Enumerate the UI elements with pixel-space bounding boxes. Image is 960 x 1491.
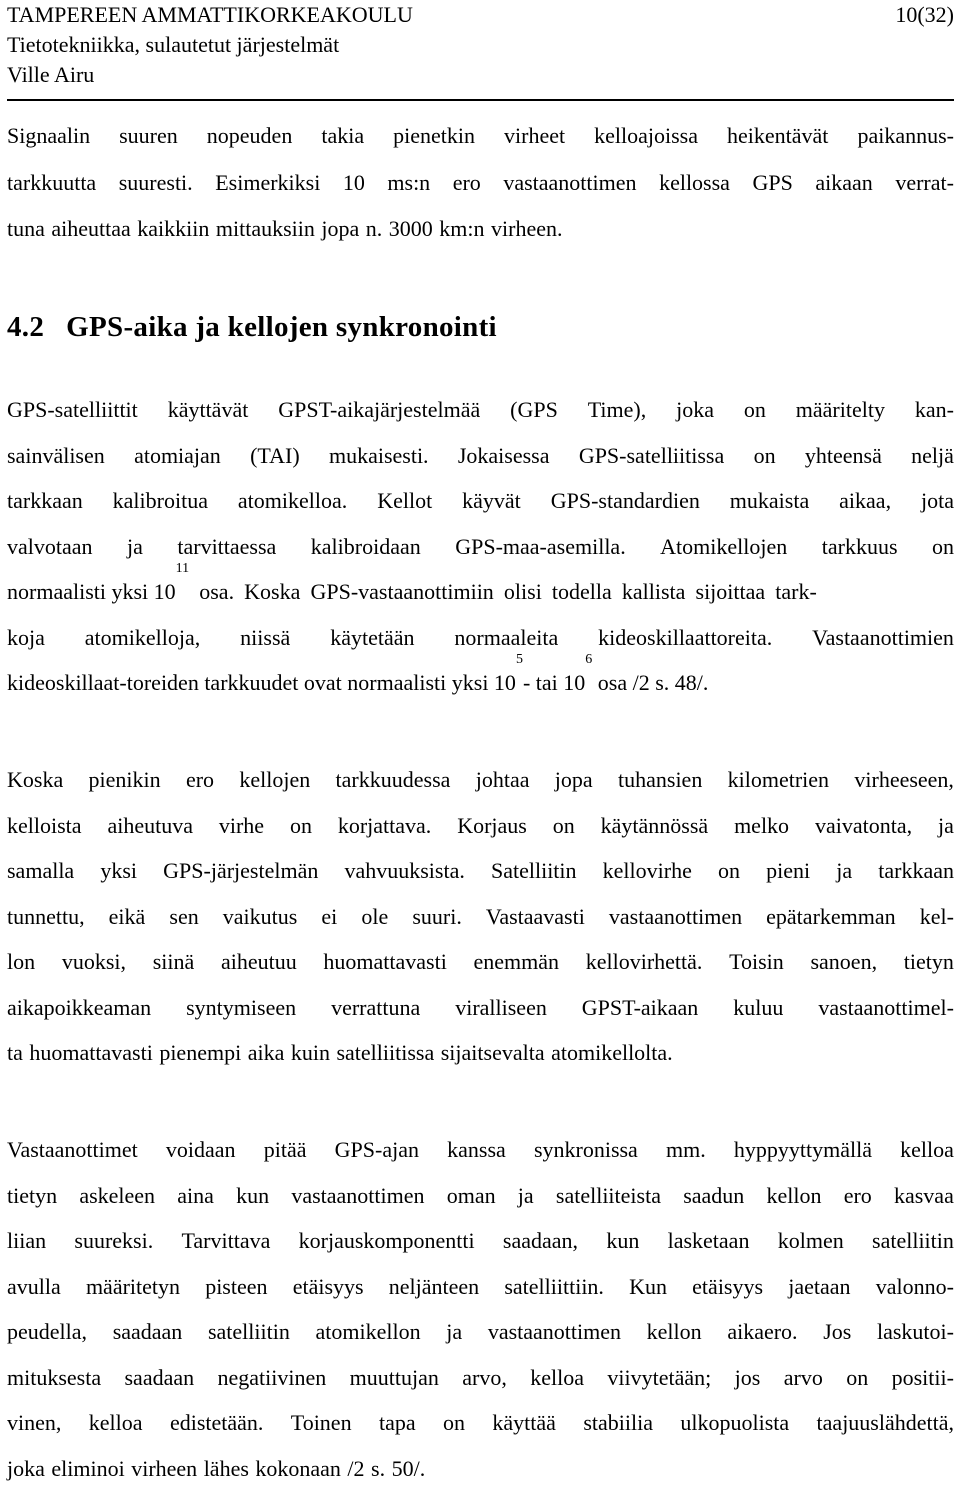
word: Koska [7,757,63,803]
word: kasvaa [894,1173,954,1219]
word: ms:n [387,160,430,207]
word: koja [7,615,45,661]
word: aiheutuu [221,939,297,985]
school-name: TAMPEREEN AMMATTIKORKEAKOULU [7,0,413,30]
word: vaikutus [223,894,298,940]
word: ja [518,1173,534,1219]
word: Jokaisessa [458,433,550,479]
word: kelloa [530,1355,584,1401]
word: 3000 [389,206,433,253]
word: joka [7,1446,45,1491]
word: avulla [7,1264,61,1310]
word: etäisyys [293,1264,364,1310]
word: Kellot [377,478,432,524]
word: vastaanottimen [503,160,636,207]
word: määritetyn [86,1264,180,1310]
word: Tarvittava [182,1218,271,1264]
word: Vastaavasti [486,894,585,940]
word: määritelty [796,387,885,433]
word: eikä [109,894,146,940]
word: arvo, [462,1355,507,1401]
word: kalibroidaan [311,524,421,570]
paragraph-3 [7,757,954,1076]
text-segment: kideoskillaat-toreiden tarkkuudet ovat normaalisti yksi 10 [7,660,516,706]
word: suureksi. [74,1218,153,1264]
word: tarkkaan [7,478,83,524]
word: Jos [823,1309,851,1355]
text-line [7,1309,954,1355]
word: ero [844,1173,872,1219]
word: satelliitin [208,1309,290,1355]
word: nopeuden [207,113,293,160]
word: liian [7,1218,46,1264]
word: käyttää [492,1400,556,1446]
word: vinen, [7,1400,61,1446]
word: kelloa [89,1400,143,1446]
word: n. [366,206,383,253]
author: Ville Airu [7,60,954,90]
word: synkronissa [534,1127,638,1173]
word: syntymiseen [186,985,296,1031]
word: tarvittaessa [177,524,276,570]
word: korjattava. [338,803,431,849]
word: satelliitin [872,1218,954,1264]
word: viivytetään; [607,1355,711,1401]
word: niissä [240,615,290,661]
word: kun [606,1218,639,1264]
word: jopa [555,757,593,803]
word: käytetään [330,615,414,661]
word: askeleen [79,1173,155,1219]
word: aiheuttaa [51,206,130,253]
word: mukaista [730,478,809,524]
word: takia [321,113,364,160]
text-line [7,1355,954,1401]
word: vastaanottimel- [818,985,954,1031]
word: kellon [647,1309,702,1355]
word: kan- [915,387,954,433]
word: jota [921,478,954,524]
word: Kun [629,1264,667,1310]
word: pienempi [159,1030,241,1076]
word: Signaalin [7,113,90,160]
word: vaivatonta, [815,803,912,849]
section-heading [7,311,497,344]
page-header [7,0,954,90]
word: tietyn [7,1173,57,1219]
word: saadun [683,1173,744,1219]
text-line [7,569,954,615]
word: Atomikellojen [660,524,787,570]
word: GPS-satelliittit [7,387,138,433]
word: (GPS [510,387,558,433]
word: satelliittiin. [504,1264,604,1310]
word: ole [361,894,388,940]
word: saadaan, [503,1218,578,1264]
word: atomiajan [134,433,221,479]
word: eliminoi [51,1446,124,1491]
word: Vastaanottimien [812,615,954,661]
word: kaikkiin [137,206,209,253]
word: edistetään. [170,1400,263,1446]
header-rule [7,99,954,101]
word: yksi [100,848,137,894]
word: kilometrien [728,757,829,803]
word: valonno- [876,1264,954,1310]
text-line [7,1173,954,1219]
word: hyppyyttymällä [734,1127,872,1173]
word: km:n [439,206,484,253]
word: yhteensä [805,433,882,479]
word: GPS-ajan [335,1127,419,1173]
word: tietyn [904,939,954,985]
text-line [7,1446,954,1491]
text-line [7,615,954,661]
word: joka [676,387,714,433]
word: siinä [153,939,195,985]
word: Time), [588,387,646,433]
word: GPS-maa-asemilla. [455,524,625,570]
word: aikaan [815,160,872,207]
section-title: GPS-aika ja kellojen synkronointi [66,311,497,343]
word: vastaanottimen [488,1309,621,1355]
word: on [443,1400,465,1446]
word: Vastaanottimet [7,1127,138,1173]
word: ulkopuolista [680,1400,789,1446]
word: arvo [784,1355,823,1401]
word: laskutoi- [877,1309,954,1355]
word: lähes [204,1446,249,1491]
word: enemmän [474,939,560,985]
word: GPS [752,160,792,207]
page-number: 10(32) [895,0,954,30]
word: aikaero. [727,1309,797,1355]
text-line [7,206,954,253]
text-line [7,1264,954,1310]
text-line [7,757,954,803]
word: etäisyys [692,1264,763,1310]
word: käyvät [462,478,521,524]
word: pienikin [89,757,161,803]
word: kel- [920,894,954,940]
word: ta [7,1030,23,1076]
word: kellojen [239,757,310,803]
text-line [7,1127,954,1173]
word: johtaa [476,757,530,803]
word: atomikellolta. [551,1030,673,1076]
word: tunnettu, [7,894,85,940]
word: Korjaus [457,803,527,849]
paragraph-4 [7,1127,954,1491]
word: huomattavasti [323,939,446,985]
word: muuttujan [350,1355,439,1401]
word: tuhansien [618,757,702,803]
word: mukaisesti. [329,433,429,479]
superscript: 5 [516,660,523,706]
text-segment: normaalisti yksi 10 [7,569,176,615]
word: kolmen [778,1218,844,1264]
word: 10 [343,160,365,207]
word: aina [177,1173,214,1219]
word: sen [169,894,198,940]
word: vastaanottimen [609,894,742,940]
word: kellovirhettä. [586,939,703,985]
word: oman [447,1173,496,1219]
text-line [7,1218,954,1264]
word: tarkkaan [878,848,954,894]
word: saadaan [113,1309,183,1355]
word: stabiilia [583,1400,653,1446]
word: suuri. [412,894,462,940]
word: käyttävät [168,387,249,433]
word: on [932,524,954,570]
word: Satelliitin [491,848,577,894]
word: jos [735,1355,761,1401]
word: pisteen [205,1264,267,1310]
paragraph-2 [7,387,954,706]
text-line [7,848,954,894]
word: tapa [379,1400,416,1446]
word: satelliitissa [336,1030,434,1076]
word: on [553,803,575,849]
word: on [754,433,776,479]
word: kelloajoissa [594,113,698,160]
word: kellovirhe [603,848,692,894]
word: paikannus- [857,113,954,160]
superscript: 6 [585,660,592,706]
word: positii- [892,1355,954,1401]
word: GPS-standardien [551,478,700,524]
text-segment: osa. Koska GPS-vastaanottimiin olisi todella kallista sijoittaa tark- [189,569,817,615]
word: s. [371,1446,385,1491]
text-line [7,985,954,1031]
text-line [7,387,954,433]
word: kellon [766,1173,821,1219]
word: kelloista [7,803,82,849]
word: Toisin [729,939,784,985]
word: käytännössä [601,803,709,849]
word: heikentävät [727,113,828,160]
word: ero [186,757,214,803]
word: ja [446,1309,462,1355]
text-line [7,433,954,479]
word: neljänteen [389,1264,479,1310]
text-line [7,113,954,160]
section-number: 4.2 [7,311,44,343]
word: kanssa [447,1127,506,1173]
word: on [290,803,312,849]
word: korjauskomponentti [299,1218,475,1264]
word: vuoksi, [62,939,126,985]
word: kalibroitua [113,478,208,524]
word: on [718,848,740,894]
word: kuin [291,1030,330,1076]
word: normaaleita [454,615,558,661]
word: jaetaan [788,1264,850,1310]
word: sanoen, [810,939,877,985]
word: tarkkuutta [7,160,96,207]
word: suuren [119,113,178,160]
word: epätarkemman [766,894,896,940]
word: Esimerkiksi [215,160,320,207]
word: lon [7,939,35,985]
word: jopa [321,206,359,253]
word: huomattavasti [29,1030,152,1076]
word: kellossa [659,160,730,207]
word: aiheutuva [107,803,193,849]
word: satelliiteista [556,1173,661,1219]
word: kun [236,1173,269,1219]
text-line [7,524,954,570]
word: GPS-satelliitissa [579,433,724,479]
word: tarkkuus [822,524,898,570]
word: ja [127,524,143,570]
text-line [7,939,954,985]
word: sainvälisen [7,433,105,479]
word: tarkkuudessa [336,757,451,803]
word: saadaan [125,1355,195,1401]
word: lasketaan [668,1218,750,1264]
word: GPST-aikajärjestelmää [278,387,480,433]
word: Toinen [291,1400,352,1446]
superscript: 11 [176,569,189,615]
word: aikaa, [839,478,891,524]
header-top-row [7,0,954,30]
text-line [7,478,954,524]
word: negatiivinen [218,1355,327,1401]
word: samalla [7,848,74,894]
word: peudella, [7,1309,87,1355]
word: on [846,1355,868,1401]
text-segment: - tai 10 [523,660,585,706]
word: ei [321,894,337,940]
word: kideoskillaattoreita. [598,615,772,661]
department: Tietotekniikka, sulautetut järjestelmät [7,30,954,60]
word: virheet [504,113,565,160]
word: virheen. [491,206,562,253]
word: virheen [131,1446,197,1491]
word: melko [734,803,789,849]
word: GPST-aikaan [582,985,699,1031]
word: tuna [7,206,45,253]
word: sijaitsevalta [441,1030,545,1076]
word: neljä [911,433,954,479]
text-segment: osa /2 s. 48/. [592,660,708,706]
paragraph-1 [7,113,954,253]
text-line [7,803,954,849]
word: vastaanottimen [291,1173,424,1219]
word: ero [453,160,481,207]
word: verrattuna [331,985,420,1031]
text-line [7,894,954,940]
text-line [7,160,954,207]
word: pieni [766,848,810,894]
word: verrat- [895,160,954,207]
word: atomikelloa. [238,478,347,524]
word: suuresti. [119,160,193,207]
word: virheeseen, [854,757,954,803]
word: pienetkin [393,113,475,160]
word: taajuuslähdettä, [817,1400,954,1446]
word: kelloa [900,1127,954,1173]
word: virhe [219,803,264,849]
word: pitää [264,1127,307,1173]
word: on [744,387,766,433]
word: ja [938,803,954,849]
word: kuluu [733,985,783,1031]
word: 50/. [392,1446,426,1491]
text-line [7,1030,954,1076]
text-line [7,1400,954,1446]
word: atomikellon [316,1309,421,1355]
word: (TAI) [250,433,300,479]
word: valvotaan [7,524,93,570]
word: atomikelloja, [85,615,200,661]
word: mituksesta [7,1355,101,1401]
text-line [7,660,954,706]
word: voidaan [166,1127,236,1173]
word: mm. [666,1127,706,1173]
word: kokonaan [255,1446,341,1491]
word: aikapoikkeaman [7,985,151,1031]
word: ja [836,848,852,894]
word: GPS-järjestelmän [163,848,318,894]
word: /2 [347,1446,364,1491]
word: aika [248,1030,285,1076]
word: vahvuuksista. [344,848,464,894]
word: mittauksiin [216,206,315,253]
word: viralliseen [455,985,547,1031]
